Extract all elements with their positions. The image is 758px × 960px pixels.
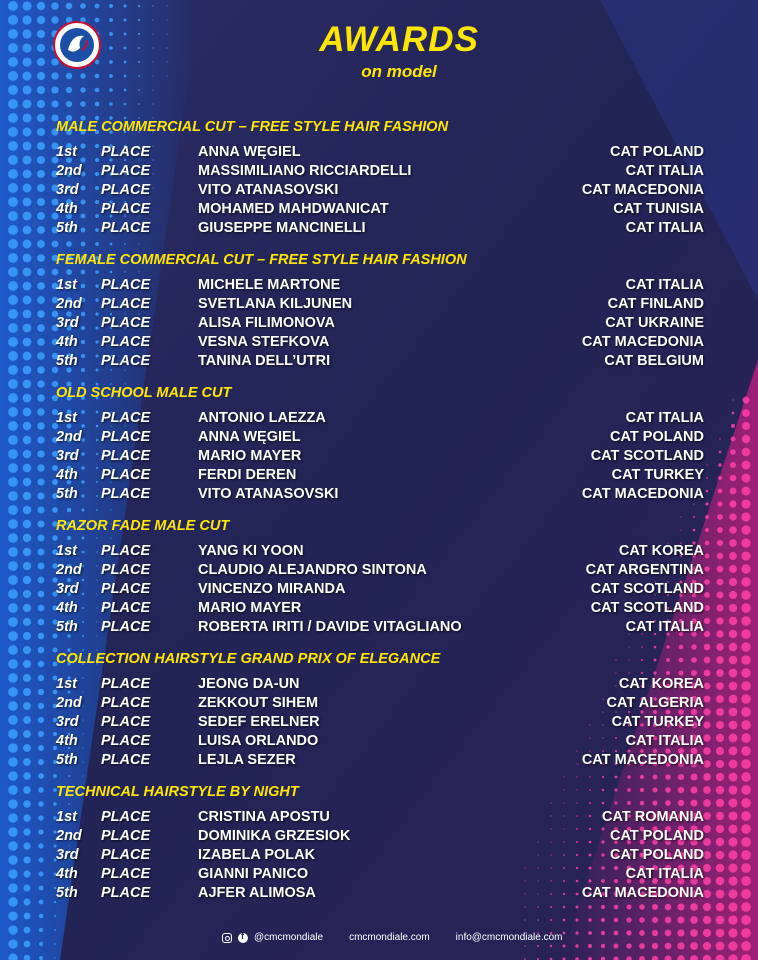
placement-label: PLACE [101,714,151,730]
winner-name: IZABELA POLAK [198,847,316,863]
section-title: FEMALE COMMERCIAL CUT – FREE STYLE HAIR FASHION [56,252,467,268]
placement-label: PLACE [101,752,151,768]
award-row [56,865,704,884]
placement-rank: 2nd [56,163,82,179]
winner-country: CAT MACEDONIA [581,486,704,502]
award-section [56,383,704,516]
placement-rank: 4th [56,201,78,217]
placement-label: PLACE [101,448,151,464]
winner-name: VITO ATANASOVSKI [198,486,339,502]
winner-name: ALISA FILIMONOVA [198,315,335,331]
placement-rank: 5th [56,885,78,901]
winner-name: ANNA WĘGIEL [198,429,301,445]
winner-name: AJFER ALIMOSA [198,885,316,901]
winner-name: VINCENZO MIRANDA [198,581,346,597]
winner-country: CAT ITALIA [625,733,704,749]
placement-label: PLACE [101,467,151,483]
winner-country: CAT POLAND [610,828,704,844]
footer [222,932,563,943]
award-row [56,618,704,637]
placement-rank: 5th [56,752,78,768]
page-subtitle: on model [361,62,437,81]
winner-country: CAT ARGENTINA [585,562,704,578]
award-row [56,447,704,466]
winner-name: LUISA ORLANDO [198,733,319,749]
award-row [56,694,704,713]
winner-name: TANINA DELL’UTRI [198,353,331,369]
section-title: COLLECTION HAIRSTYLE GRAND PRIX OF ELEGANCE [56,651,441,667]
winner-country: CAT ITALIA [625,619,704,635]
winner-country: CAT POLAND [610,847,704,863]
award-row [56,713,704,732]
placement-rank: 4th [56,733,78,749]
placement-rank: 4th [56,866,78,882]
award-row [56,751,704,770]
placement-rank: 5th [56,486,78,502]
winner-name: CRISTINA APOSTU [198,809,330,825]
winner-name: MARIO MAYER [198,448,302,464]
placement-label: PLACE [101,201,151,217]
winner-country: CAT ITALIA [625,410,704,426]
winner-country: CAT POLAND [610,429,704,445]
placement-label: PLACE [101,296,151,312]
winner-name: DOMINIKA GRZESIOK [198,828,351,844]
placement-rank: 3rd [56,315,79,331]
section-title: OLD SCHOOL MALE CUT [56,385,232,401]
placement-label: PLACE [101,334,151,350]
placement-label: PLACE [101,885,151,901]
awards-list [56,117,704,915]
winner-country: CAT MACEDONIA [581,752,704,768]
winner-name: YANG KI YOON [198,543,304,559]
placement-label: PLACE [101,429,151,445]
winner-country: CAT ROMANIA [601,809,704,825]
placement-rank: 3rd [56,714,79,730]
award-section [56,649,704,782]
placement-label: PLACE [101,486,151,502]
winner-name: VESNA STEFKOVA [198,334,330,350]
page-title: AWARDS [319,20,479,59]
placement-label: PLACE [101,543,151,559]
winner-name: SEDEF ERELNER [198,714,320,730]
placement-rank: 5th [56,220,78,236]
award-row [56,428,704,447]
placement-rank: 1st [56,410,77,426]
award-row [56,732,704,751]
placement-label: PLACE [101,182,151,198]
award-row [56,409,704,428]
winner-country: CAT ITALIA [625,277,704,293]
award-row [56,181,704,200]
placement-rank: 3rd [56,581,79,597]
placement-label: PLACE [101,353,151,369]
winner-name: ANTONIO LAEZZA [198,410,326,426]
award-row [56,276,704,295]
section-title: TECHNICAL HAIRSTYLE BY NIGHT [56,784,299,800]
placement-label: PLACE [101,733,151,749]
award-row [56,333,704,352]
winner-country: CAT BELGIUM [604,353,704,369]
award-section [56,516,704,649]
placement-rank: 1st [56,809,77,825]
winner-name: SVETLANA KILJUNEN [198,296,353,312]
winner-country: CAT KOREA [618,543,704,559]
award-row [56,352,704,371]
placement-label: PLACE [101,809,151,825]
placement-rank: 2nd [56,828,82,844]
facebook-icon[interactable] [238,933,248,943]
winner-name: CLAUDIO ALEJANDRO SINTONA [198,562,427,578]
award-row [56,580,704,599]
award-row [56,295,704,314]
winner-country: CAT TURKEY [611,467,704,483]
winner-country: CAT SCOTLAND [590,448,704,464]
winner-country: CAT ALGERIA [606,695,704,711]
award-row [56,485,704,504]
winner-name: MARIO MAYER [198,600,302,616]
placement-label: PLACE [101,220,151,236]
award-row [56,314,704,333]
winner-country: CAT ITALIA [625,163,704,179]
winner-country: CAT ITALIA [625,220,704,236]
winner-country: CAT SCOTLAND [590,581,704,597]
placement-rank: 4th [56,600,78,616]
placement-rank: 4th [56,334,78,350]
placement-label: PLACE [101,619,151,635]
award-row [56,561,704,580]
winner-country: CAT ITALIA [625,866,704,882]
winner-name: FERDI DEREN [198,467,297,483]
winner-name: MASSIMILIANO RICCIARDELLI [198,163,412,179]
email-link[interactable]: info@cmcmondiale.com [455,932,563,943]
placement-rank: 2nd [56,296,82,312]
winner-name: GIUSEPPE MANCINELLI [198,220,366,236]
placement-rank: 1st [56,543,77,559]
award-section [56,782,704,915]
placement-label: PLACE [101,600,151,616]
award-row [56,466,704,485]
winner-country: CAT UKRAINE [605,315,704,331]
award-row [56,846,704,865]
placement-rank: 5th [56,619,78,635]
placement-label: PLACE [101,277,151,293]
placement-label: PLACE [101,676,151,692]
award-row [56,200,704,219]
award-row [56,219,704,238]
award-row [56,162,704,181]
placement-label: PLACE [101,315,151,331]
award-row [56,542,704,561]
placement-label: PLACE [101,695,151,711]
winner-name: MICHELE MARTONE [198,277,341,293]
placement-label: PLACE [101,562,151,578]
placement-label: PLACE [101,866,151,882]
placement-rank: 4th [56,467,78,483]
winner-country: CAT MACEDONIA [581,334,704,350]
winner-name: VITO ATANASOVSKI [198,182,339,198]
award-row [56,827,704,846]
placement-rank: 5th [56,353,78,369]
winner-name: ZEKKOUT SIHEM [198,695,319,711]
award-row [56,599,704,618]
instagram-icon[interactable] [222,933,232,943]
award-row [56,884,704,903]
winner-name: JEONG DA-UN [198,676,300,692]
placement-rank: 2nd [56,562,82,578]
winner-country: CAT MACEDONIA [581,885,704,901]
placement-rank: 3rd [56,847,79,863]
placement-label: PLACE [101,847,151,863]
winner-name: MOHAMED MAHDWANICAT [198,201,389,217]
placement-rank: 2nd [56,695,82,711]
placement-label: PLACE [101,581,151,597]
placement-rank: 3rd [56,182,79,198]
winner-country: CAT SCOTLAND [590,600,704,616]
section-title: MALE COMMERCIAL CUT – FREE STYLE HAIR FASHION [56,119,449,135]
winner-country: CAT POLAND [610,144,704,160]
winner-name: ANNA WĘGIEL [198,144,301,160]
section-title: RAZOR FADE MALE CUT [56,518,230,534]
placement-label: PLACE [101,163,151,179]
placement-rank: 1st [56,676,77,692]
award-row [56,675,704,694]
placement-label: PLACE [101,828,151,844]
winner-name: LEJLA SEZER [198,752,296,768]
award-row [56,808,704,827]
placement-label: PLACE [101,144,151,160]
placement-rank: 3rd [56,448,79,464]
winner-country: CAT KOREA [618,676,704,692]
placement-rank: 1st [56,277,77,293]
award-section [56,250,704,383]
winner-name: ROBERTA IRITI / DAVIDE VITAGLIANO [198,619,462,635]
placement-rank: 1st [56,144,77,160]
placement-label: PLACE [101,410,151,426]
award-row [56,143,704,162]
winner-name: GIANNI PANICO [198,866,309,882]
award-section [56,117,704,250]
winner-country: CAT FINLAND [607,296,704,312]
social-handle[interactable]: @cmcmondiale [254,932,324,943]
winner-country: CAT MACEDONIA [581,182,704,198]
winner-country: CAT TURKEY [611,714,704,730]
placement-rank: 2nd [56,429,82,445]
winner-country: CAT TUNISIA [613,201,704,217]
website-link[interactable]: cmcmondiale.com [349,932,430,943]
